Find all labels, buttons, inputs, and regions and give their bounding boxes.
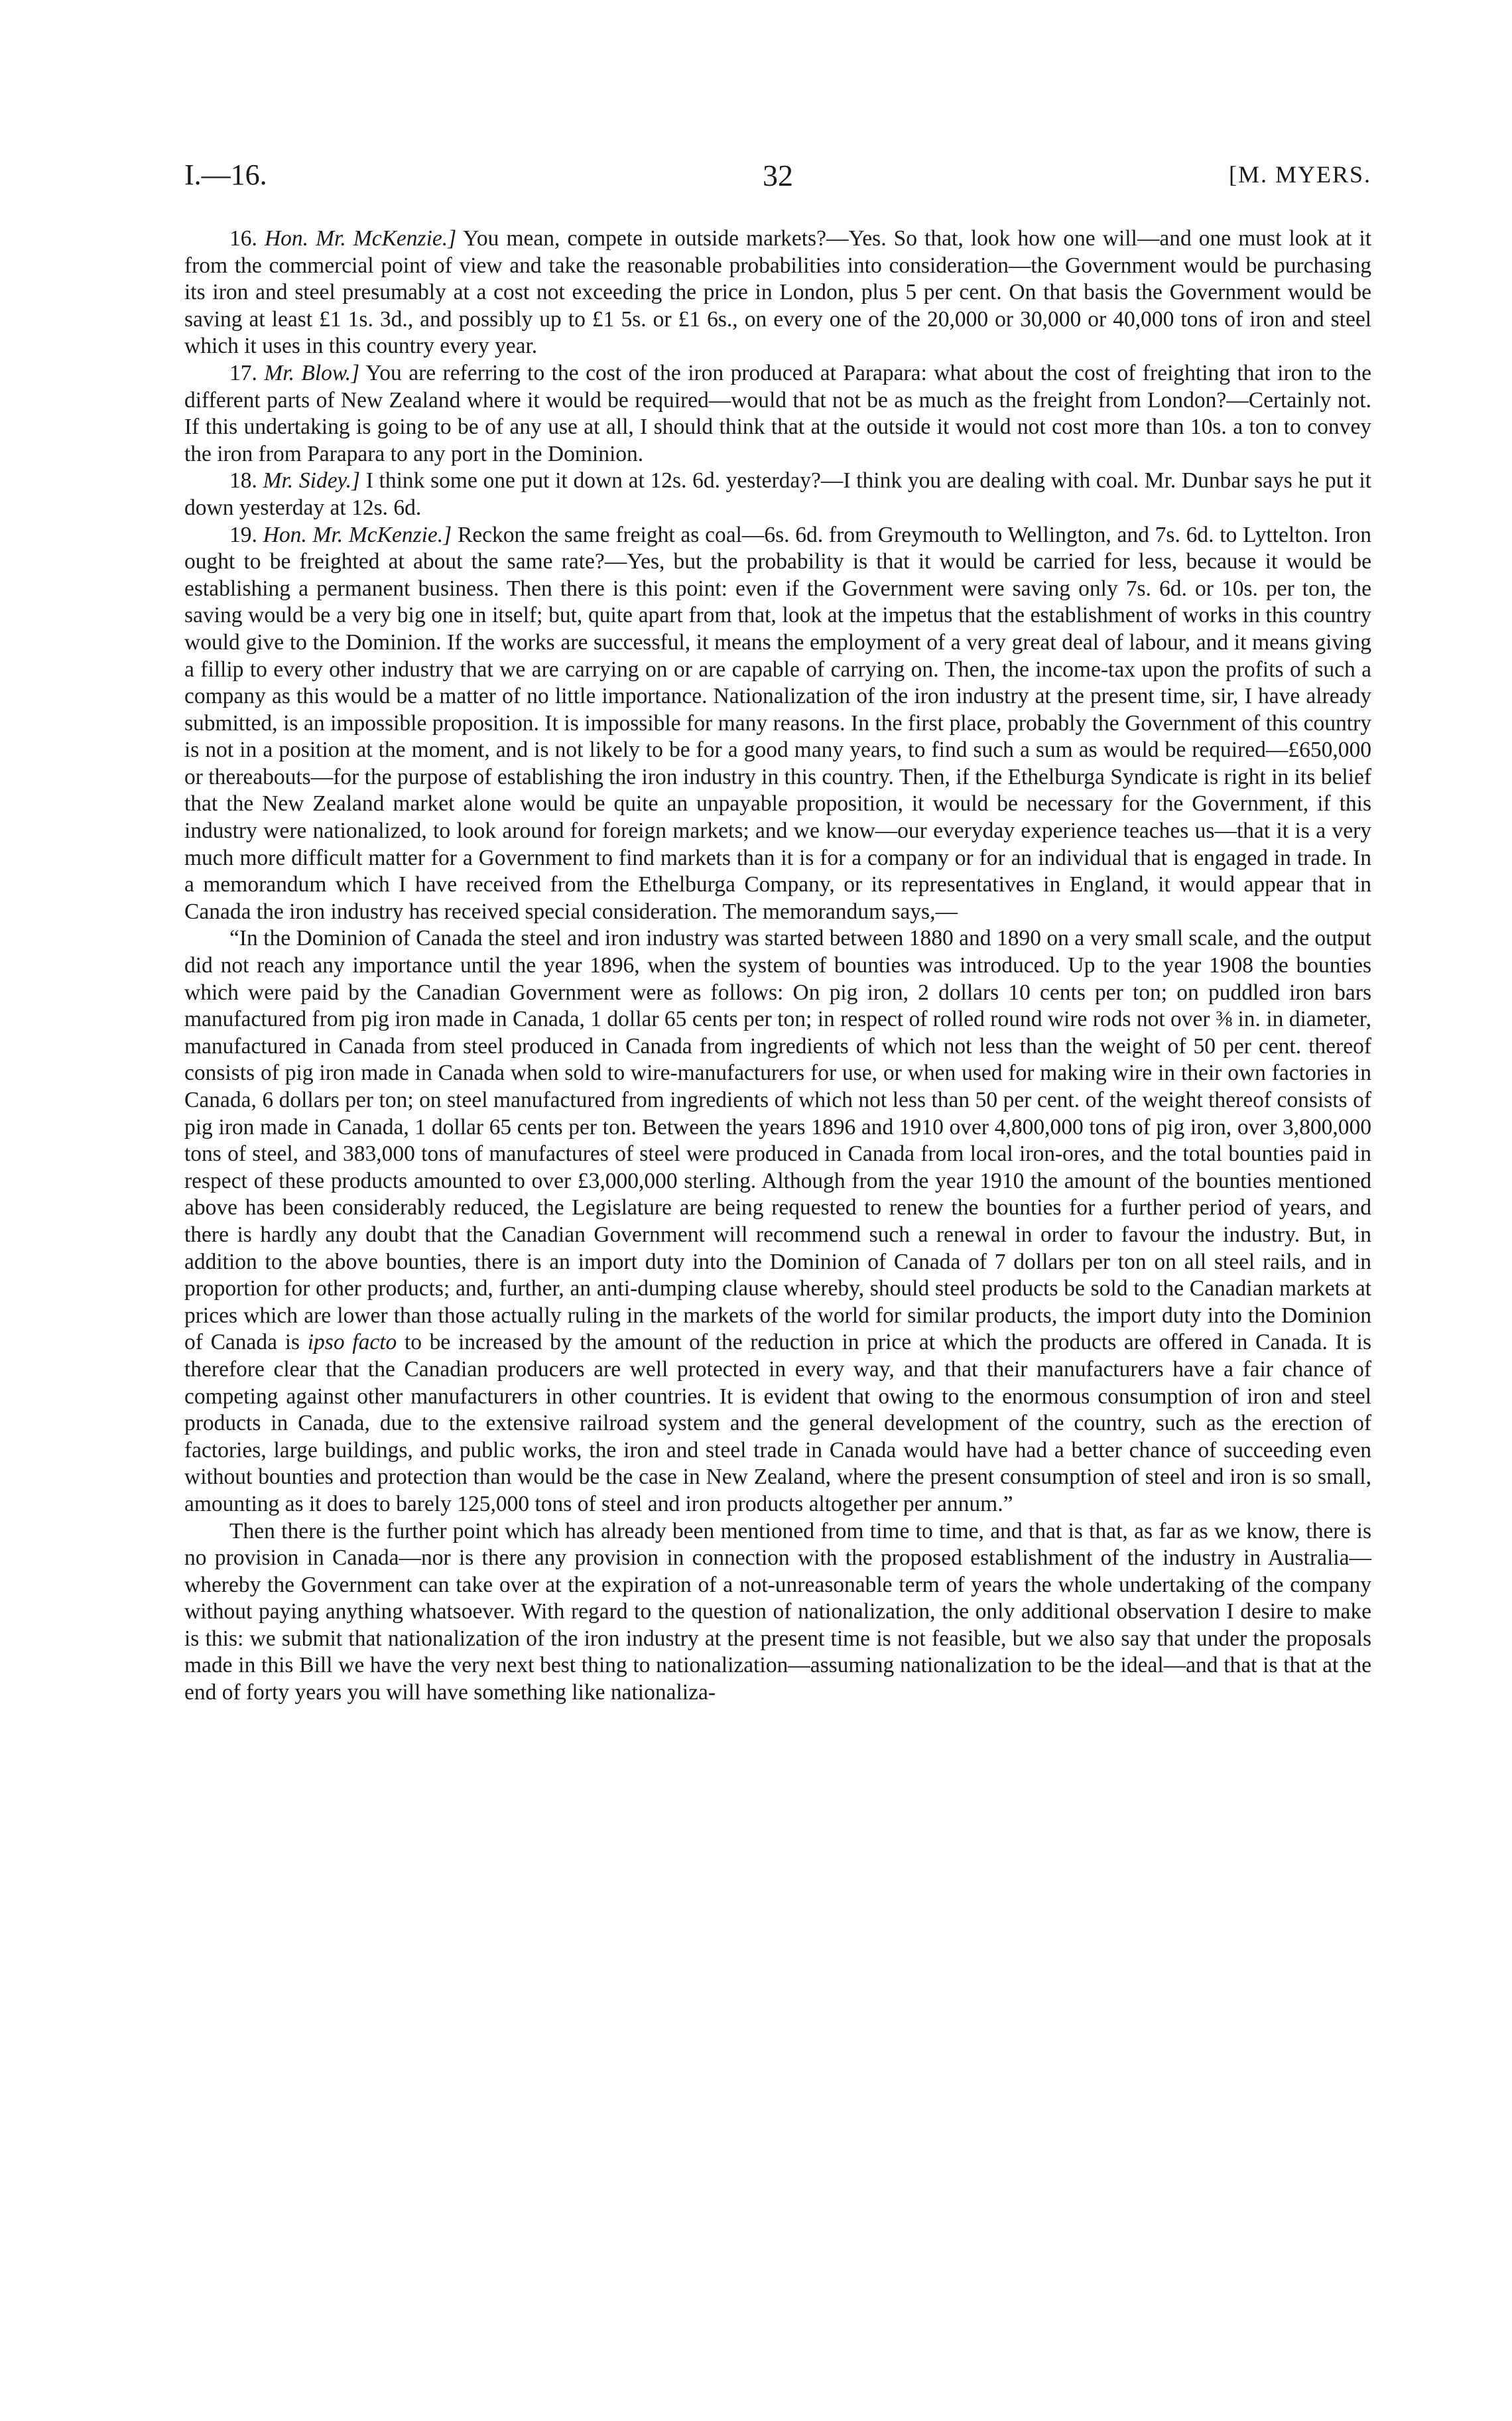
question-number: 18.	[229, 468, 257, 493]
body-text	[184, 226, 1371, 1707]
witness-name: [M. MYERS.	[1228, 161, 1371, 188]
speaker: Mr. Blow.]	[264, 360, 360, 385]
question-number: 17.	[229, 360, 257, 385]
quote-text-continued: to be increased by the amount of the reduction in price at which the products are offered in Canada. It is therefore clear that the Canadian producers are well protected in every way, and that their manufacturers have a fair chance of competing against other manufacturers in other countries. It is evident that owing to the enormous consumption of iron and steel products in Canada, due to the extensive railroad system and the general development of the country, such as the erection of factories, large buildings, and public works, the iron and steel trade in Canada would have had a better chance of succeeding even without bounties and protection than would be the case in New Zealand, where the present consumption of steel and iron is so small, amounting as it does to barely 125,000 tons of steel and iron products altogether per annum.”	[184, 1330, 1372, 1516]
paragraph-text: I think some one put it down at 12s. 6d. yesterday?—I think you are dealing with coal. Mr. Dunbar says he put it down yesterday at 12s. 6d.	[184, 468, 1371, 520]
paragraph-16	[184, 226, 1371, 360]
paragraph-text: You are referring to the cost of the iron produced at Parapara: what about the cost of freighting that iron to the different parts of New Zealand where it would be required—would that not be as much as the freight from London?—Certainly not. If this undertaking is going to be of any use at all, I should think that at the outside it would not cost more than 10s. a ton to convey the iron from Parapara to any port in the Dominion.	[184, 360, 1372, 466]
memorandum-quote	[184, 925, 1371, 1518]
page-header	[184, 158, 1371, 198]
speaker: Mr. Sidey.]	[263, 468, 360, 493]
question-number: 19.	[229, 522, 257, 547]
quote-text: “In the Dominion of Canada the steel and iron industry was started between 1880 and 1890 on a very small scale, and the output did not reach any importance until the year 1896, when the system of bounties was introduced. Up to the year 1908 the bounties which were paid by the Canadian Government were as follows: On pig iron, 2 dollars 10 cents per ton; on puddled iron bars manufactured from pig iron made in Canada, 1 dollar 65 cents per ton; in respect of rolled round wire rods not over ⅜ in. in diameter, manufactured in Canada from steel produced in Canada from ingredients of which not less than the weight of 50 per cent. thereof consists of pig iron made in Canada when sold to wire-manufacturers for use, or when used for making wire in their own factories in Canada, 6 dollars per ton; on steel manufactured from ingredients of which not less than 50 per cent. of the weight thereof consists of pig iron made in Canada, 1 dollar 65 cents per ton. Between the years 1896 and 1910 over 4,800,000 tons of pig iron, over 3,800,000 tons of steel, and 383,000 tons of manufactures of steel were produced in Canada from local iron-ores, and the total bounties paid in respect of these products amounted to over £3,000,000 sterling. Although from the year 1910 the amount of the bounties mentioned above has been considerably reduced, the Legislature are being requested to renew the bounties for a further period of years, and there is hardly any doubt that the Canadian Government will recommend such a renewal in order to favour the industry. But, in addition to the above bounties, there is an import duty into the Dominion of Canada of 7 dollars per ton on all steel rails, and in proportion for other products; and, further, an anti-dumping clause whereby, should steel products be sold to the Canadian markets at prices which are lower than those actually ruling in the markets of the world for similar products, the import duty into the Dominion of Canada is	[184, 926, 1371, 1355]
quote-italic: ipso facto	[307, 1330, 397, 1355]
paragraph-18	[184, 468, 1371, 521]
paragraph-17	[184, 360, 1371, 468]
speaker: Hon. Mr. McKenzie.]	[264, 226, 457, 251]
paragraph-text: You mean, compete in outside markets?—Yes. So that, look how one will—and one must look at it from the commercial point of view and take the reasonable probabilities into consideration—the Government would be purchasing its iron and steel presumably at a cost not exceeding the price in London, plus 5 per cent. On that basis the Government would be saving at least £1 1s. 3d., and possibly up to £1 5s. or £1 6s., on every one of the 20,000 or 30,000 or 40,000 tons of iron and steel which it uses in this country every year.	[184, 226, 1371, 359]
paragraph-19	[184, 522, 1371, 926]
closing-paragraph: Then there is the further point which has already been mentioned from time to time, and that is that, as far as we know, there is no provision in Canada—nor is there any provision in connection with the proposed establishment of the industry in Australia—whereby the Government can take over at the expiration of a not-unreasonable term of years the whole undertaking of the company without paying anything whatsoever. With regard to the question of nationalization, the only additional observation I desire to make is this: we submit that nationalization of the iron industry at the present time is not feasible, but we also say that under the proposals made in this Bill we have the very next best thing to nationalization—assuming nationalization to be the ideal—and that is that at the end of forty years you will have something like nationaliza-	[184, 1518, 1371, 1705]
question-number: 16.	[229, 226, 257, 251]
page-number: 32	[763, 159, 793, 192]
paper-reference: I.—16.	[184, 159, 267, 191]
speaker: Hon. Mr. McKenzie.]	[263, 522, 452, 547]
paragraph-text: Reckon the same freight as coal—6s. 6d. from Greymouth to Wellington, and 7s. 6d. to Lyttelton. Iron ought to be freighted at about the same rate?—Yes, but the probability is that it would be carried for less, because it would be establishing a permanent business. Then there is this point: even if the Government were saving only 7s. 6d. or 10s. per ton, the saving would be a very big one in itself; but, quite apart from that, look at the impetus that the establishment of works in this country would give to the Dominion. If the works are successful, it means the employment of a very great deal of labour, and it means giving a fillip to every other industry that we are carrying on or are capable of carrying on. Then, the income-tax upon the profits of such a company as this would be a matter of no little importance. Nationalization of the iron industry at the present time, sir, I have already submitted, is an impossible proposition. It is impossible for many reasons. In the first place, probably the Government of this country is not in a position at the moment, and is not likely to be for a good many years, to find such a sum as would be required—£650,000 or thereabouts—for the purpose of establishing the iron industry in this country. Then, if the Ethelburga Syndicate is right in its belief that the New Zealand market alone would be quite an unpayable proposition, it would be necessary for the Government, if this industry were nationalized, to look around for foreign markets; and we know—our everyday experience teaches us—that it is a very much more difficult matter for a Government to find markets than it is for a company or for an individual that is engaged in trade. In a memorandum which I have received from the Ethelburga Company, or its representatives in England, it would appear that in Canada the iron industry has received special consideration. The memorandum says,—	[184, 522, 1371, 924]
